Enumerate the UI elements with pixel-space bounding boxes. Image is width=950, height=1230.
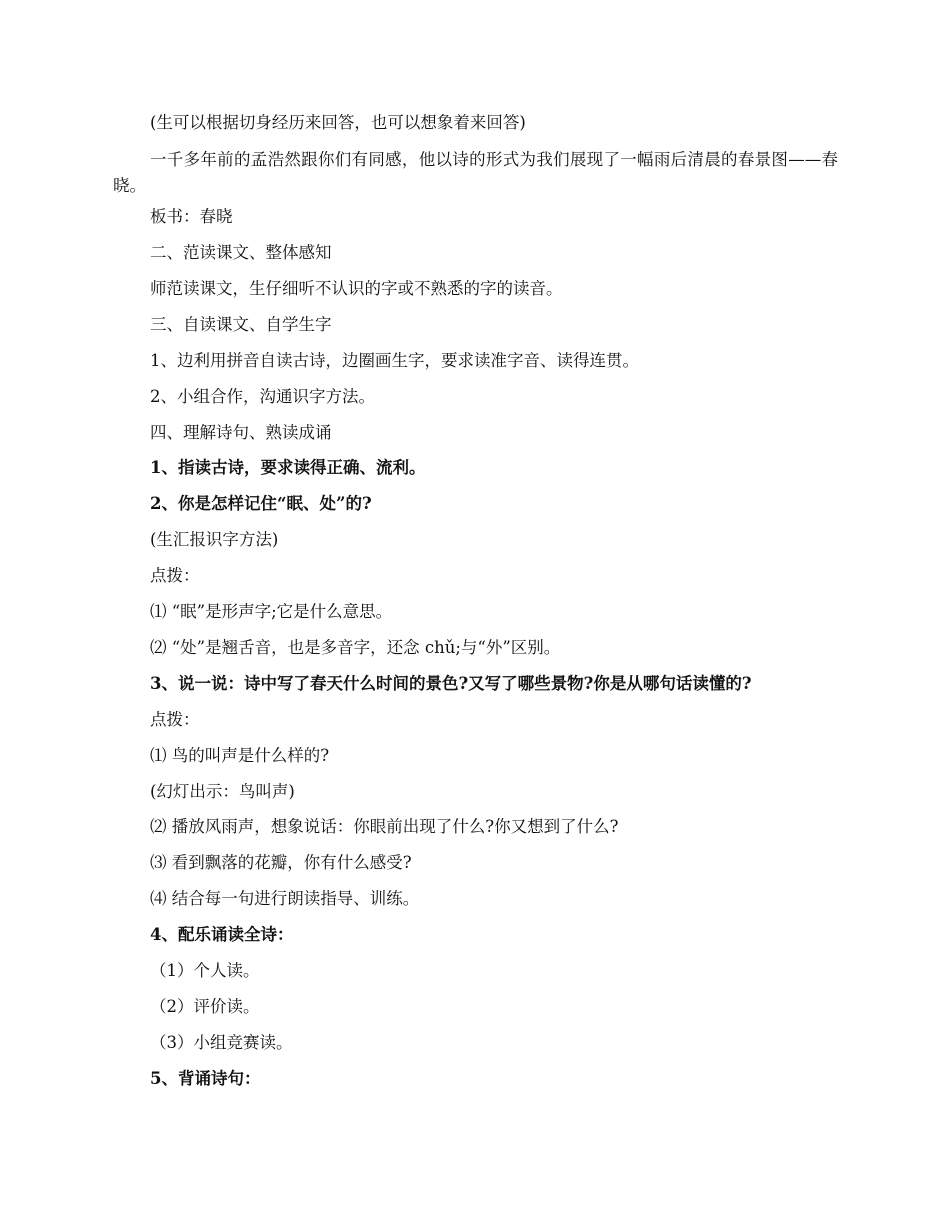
text-paragraph: 一千多年前的孟浩然跟你们有同感，他以诗的形式为我们展现了一幅雨后清晨的春景图——春晓。 [113,150,838,195]
sub-item: （3）小组竞赛读。 [150,1033,293,1052]
list-item: 4、配乐诵读全诗： [150,925,294,944]
list-item: 2、你是怎样记住“眠、处”的? [150,494,372,513]
sub-item: ⑵ “处”是翘舌音，也是多音字，还念 chǔ;与“外”区别。 [150,638,561,657]
list-item: 5、背诵诗句： [150,1069,261,1088]
list-item: 1、边利用拼音自读古诗，边圈画生字，要求读准字音、读得连贯。 [150,351,639,370]
list-item: 3、说一说：诗中写了春天什么时间的景色?又写了哪些景物?你是从哪句话读懂的? [150,674,752,693]
sub-item: （2）评价读。 [150,997,260,1016]
text-line: 点拨： [150,566,200,585]
text-line: (生汇报识字方法) [150,530,279,549]
sub-item: ⑷ 结合每一句进行朗读指导、训练。 [150,889,420,908]
section-heading: 三、自读课文、自学生字 [150,315,332,334]
text-line: (幻灯出示：鸟叫声) [150,782,295,801]
text-line: (生可以根据切身经历来回答，也可以想象着来回答) [150,113,526,132]
list-item: 2、小组合作，沟通识字方法。 [150,387,375,406]
sub-item: ⑵ 播放风雨声，想象说话：你眼前出现了什么?你又想到了什么? [150,817,619,836]
sub-item: ⑶ 看到飘落的花瓣，你有什么感受? [150,853,412,872]
section-heading: 二、范读课文、整体感知 [150,243,332,262]
text-line: 板书：春晓 [150,207,233,226]
text-line: 点拨： [150,710,200,729]
sub-item: ⑴ 鸟的叫声是什么样的? [150,746,330,765]
list-item: 1、指读古诗，要求读得正确、流利。 [150,458,426,477]
section-heading: 四、理解诗句、熟读成诵 [150,423,332,442]
text-line: 师范读课文，生仔细听不认识的字或不熟悉的字的读音。 [150,279,563,298]
sub-item: （1）个人读。 [150,961,260,980]
sub-item: ⑴ “眠”是形声字;它是什么意思。 [150,602,393,621]
